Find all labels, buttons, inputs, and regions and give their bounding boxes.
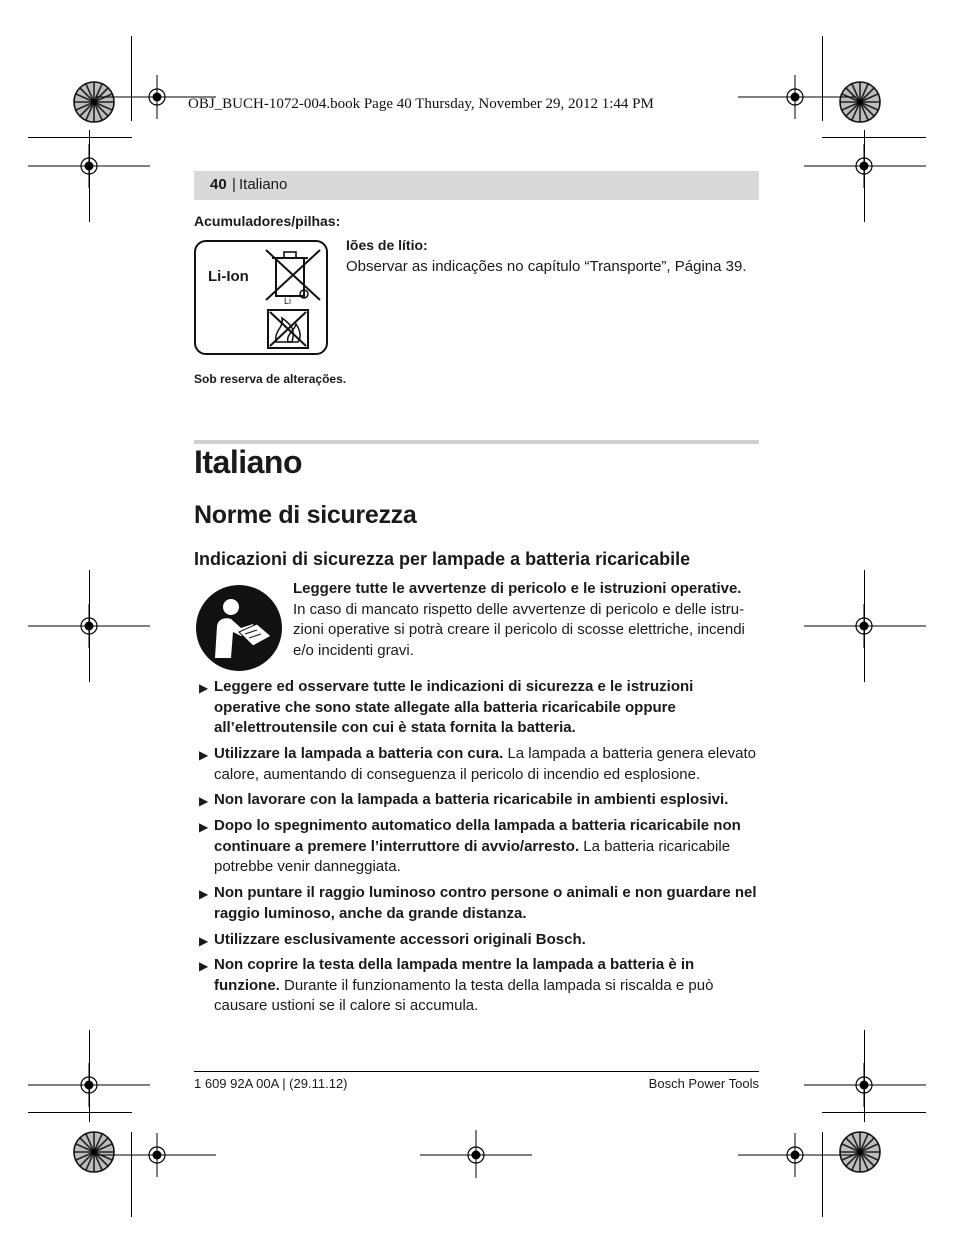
warning-line-2: zioni operative si potrà creare il pericolo di scosse elettriche, incendi xyxy=(293,621,745,638)
section-title: Italiano xyxy=(194,444,303,480)
bullet-bold: Utilizzare la lampada a batteria con cura. xyxy=(214,745,504,762)
header-language: Italiano xyxy=(239,176,288,193)
footer-doc-number: 1 609 92A 00A | (29.11.12) xyxy=(194,1076,348,1091)
li-ion-label: Li-Ion xyxy=(208,268,249,285)
header-separator: | xyxy=(232,176,236,193)
list-item xyxy=(194,816,760,878)
bullet-bold: Utilizzare esclusivamente accessori originali Bosch. xyxy=(214,931,586,948)
page-header xyxy=(194,171,759,200)
bullet-normal: La batteria ricaricabile potrebbe venir danneggiata. xyxy=(214,837,731,875)
bullet-marker: ▶ xyxy=(199,934,209,948)
bullet-bold: Non lavorare con la lampada a batteria ricaricabile in ambienti esplosivi. xyxy=(214,791,729,808)
page-number: 40 xyxy=(210,176,227,193)
footer-rule xyxy=(194,1071,759,1072)
subsection-title: Norme di sicurezza xyxy=(194,501,417,529)
warning-bold-line: Leggere tutte le avvertenze di pericolo e le istruzioni operative. xyxy=(293,580,742,597)
bullet-bold: Non puntare il raggio luminoso contro persone o animali e non guardare nel raggio luminoso, anche da grande distanza. xyxy=(214,884,757,922)
reservation-note: Sob reserva de alterações. xyxy=(194,372,347,386)
list-item xyxy=(194,955,760,1017)
list-item xyxy=(194,744,760,785)
bullet-marker: ▶ xyxy=(199,681,209,695)
bullet-marker: ▶ xyxy=(199,887,209,901)
bullet-normal: La lampada a batteria genera elevato calore, aumentando di conseguenza il pericolo di incendio ed esplosione. xyxy=(214,745,756,783)
battery-text: Observar as indicações no capítulo “Transporte”, Página 39. xyxy=(346,258,747,275)
bullet-bold: Dopo lo spegnimento automatico della lampada a batteria ricaricabile non continuare a premere l’interruttore di avvio/arresto. xyxy=(214,817,741,855)
list-item xyxy=(194,677,760,739)
no-fire-icon xyxy=(266,308,310,350)
warning-line-1: In caso di mancato rispetto delle avvertenze di pericolo e delle istru- xyxy=(293,600,745,618)
bullet-marker: ▶ xyxy=(199,959,209,973)
bullet-marker: ▶ xyxy=(199,794,209,808)
safety-heading: Indicazioni di sicurezza per lampade a batteria ricaricabile xyxy=(194,549,691,569)
read-manual-icon xyxy=(195,584,283,672)
list-item xyxy=(194,883,760,924)
book-header: OBJ_BUCH-1072-004.book Page 40 Thursday, November 29, 2012 1:44 PM xyxy=(188,96,654,112)
bullet-bold: Leggere ed osservare tutte le indicazioni di sicurezza e le istruzioni operative che sono state allegate alla batteria ricaricabile oppure all’elettroutensile con cui è stata fornita la batteria. xyxy=(214,678,694,736)
battery-subheading: Iões de lítio: xyxy=(346,237,428,253)
bullet-normal: Durante il funzionamento la testa della lampada si riscalda e può causare ustioni se il calore si accumula. xyxy=(214,976,714,1014)
bullet-marker: ▶ xyxy=(199,820,209,834)
crossed-bin-icon xyxy=(262,246,326,308)
warning-text xyxy=(293,579,763,661)
bullet-bold: Non coprire la testa della lampada mentre la lampada a batteria è in funzione. xyxy=(214,956,695,994)
list-item xyxy=(194,930,760,951)
li-sublabel: Li xyxy=(284,296,292,306)
bullet-marker: ▶ xyxy=(199,748,209,762)
battery-heading: Acumuladores/pilhas: xyxy=(194,213,341,229)
list-item xyxy=(194,790,760,811)
li-ion-symbol-box xyxy=(194,240,328,355)
warning-line-3: e/o incidenti gravi. xyxy=(293,641,414,659)
footer-brand: Bosch Power Tools xyxy=(648,1076,759,1091)
